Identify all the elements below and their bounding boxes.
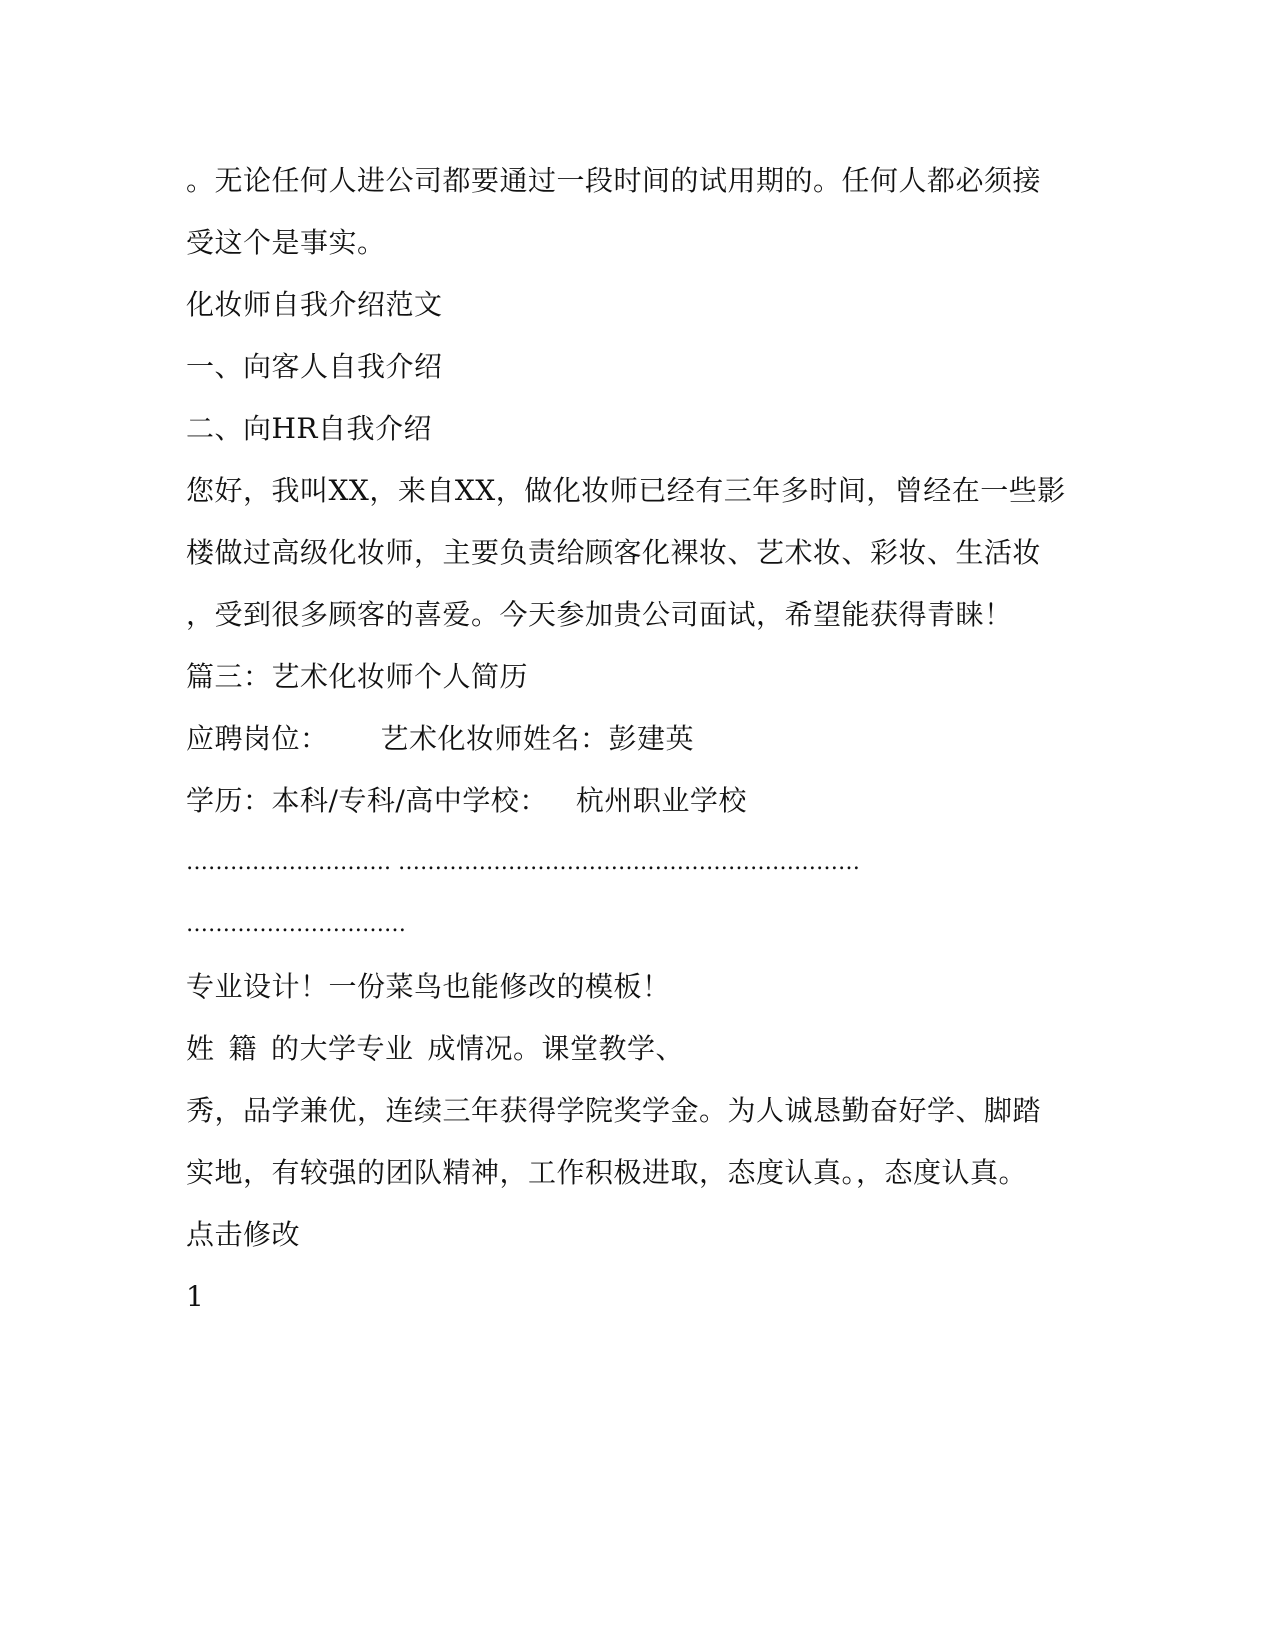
section-heading: 化妆师自我介绍范文	[186, 288, 443, 321]
dotted-separator: ………………………. ………………………………………………………	[186, 850, 860, 875]
fragment-text: 姓	[186, 1032, 215, 1065]
dotted-separator: …………………………	[186, 912, 406, 937]
subsection-heading: 二、向HR自我介绍	[186, 412, 433, 445]
paragraph-line: 。无论任何人进公司都要通过一段时间的试用期的。任何人都必须接	[186, 164, 1042, 197]
section-heading: 篇三：艺术化妆师个人简历	[186, 660, 529, 693]
position-value: 艺术化妆师姓名：彭建英	[380, 722, 695, 755]
paragraph-line: 实地，有较强的团队精神，工作积极进取，态度认真。，态度认真。	[186, 1156, 1028, 1189]
resume-fragment-line	[186, 1031, 684, 1067]
page-number: 1	[186, 1280, 205, 1313]
fragment-text: 的大学专业	[271, 1032, 414, 1065]
subsection-heading: 一、向客人自我介绍	[186, 350, 443, 383]
paragraph-line: 专业设计！一份菜鸟也能修改的模板！	[186, 970, 671, 1003]
resume-position-line	[186, 721, 694, 757]
school-value: 杭州职业学校	[575, 784, 747, 817]
paragraph-line: 秀，品学兼优，连续三年获得学院奖学金。为人诚恳勤奋好学、脚踏	[186, 1094, 1042, 1127]
paragraph-line: 受这个是事实。	[186, 226, 386, 259]
edit-link[interactable]: 点击修改	[186, 1218, 301, 1251]
paragraph-line: 您好，我叫XX，来自XX，做化妆师已经有三年多时间，曾经在一些影	[186, 474, 1066, 507]
paragraph-line: 楼做过高级化妆师，主要负责给顾客化裸妆、艺术妆、彩妆、生活妆	[186, 536, 1042, 569]
education-label: 学历：本科/专科/高中学校：	[186, 784, 548, 817]
position-label: 应聘岗位：	[186, 722, 329, 755]
fragment-text: 成情况。课堂教学、	[427, 1032, 685, 1065]
paragraph-line: ，受到很多顾客的喜爱。今天参加贵公司面试，希望能获得青睐！	[186, 598, 1013, 631]
fragment-text: 籍	[228, 1032, 258, 1065]
resume-education-line	[186, 783, 747, 819]
